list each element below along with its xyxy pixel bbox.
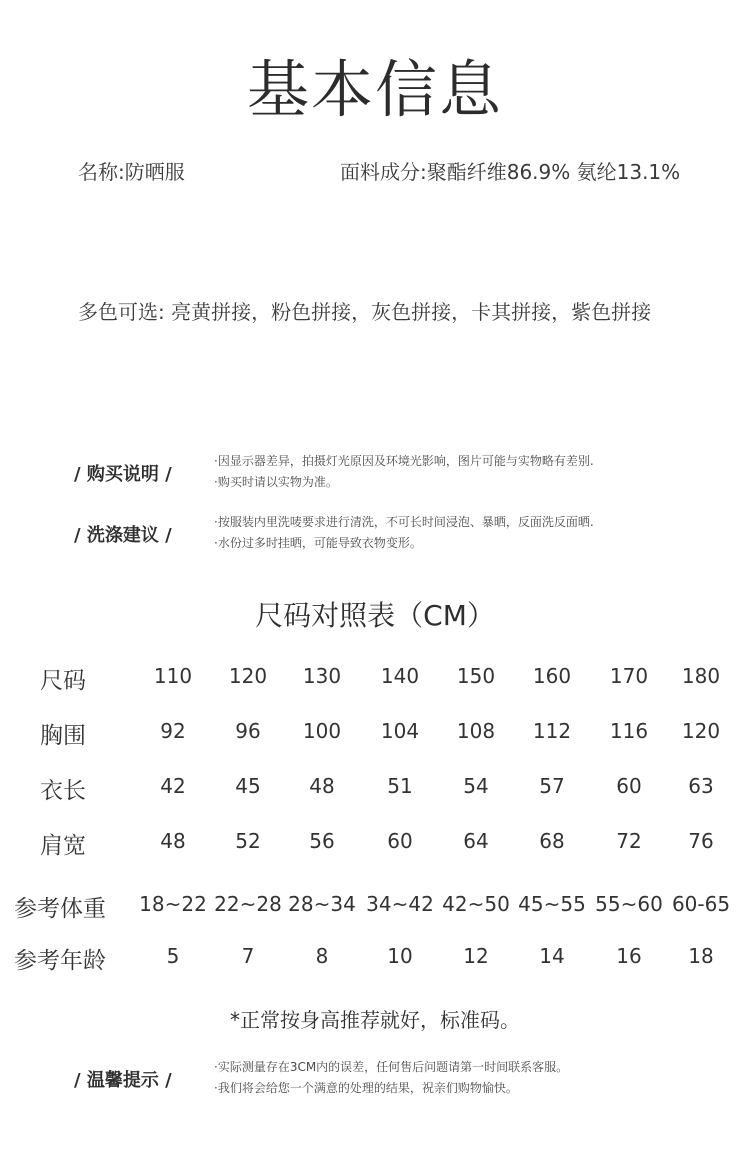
size-row-label: 衣长 — [40, 778, 86, 804]
size-cell: 18~22 — [139, 892, 207, 916]
size-row-label: 胸围 — [40, 723, 86, 749]
size-cell: 56 — [309, 829, 335, 853]
wash-note-title: / 洗涤建议 / — [74, 525, 172, 546]
size-cell: 60 — [387, 829, 413, 853]
size-cell: 170 — [609, 664, 649, 688]
size-cell: 45~55 — [518, 892, 586, 916]
size-cell: 120 — [681, 719, 721, 743]
size-row-label: 肩宽 — [40, 833, 86, 859]
size-cell: 55~60 — [595, 892, 663, 916]
size-row-label: 参考年龄 — [14, 948, 106, 974]
purchase-note-line: ·因显示器差异，拍摄灯光原因及环境光影响，图片可能与实物略有差别. — [214, 454, 594, 468]
size-cell: 63 — [688, 774, 714, 798]
purchase-note-text — [214, 451, 594, 493]
size-cell: 14 — [539, 944, 565, 968]
wash-note-line: ·按服装内里洗唛要求进行清洗，不可长时间浸泡、暴晒，反面洗反面晒. — [214, 515, 594, 529]
size-cell: 72 — [616, 829, 642, 853]
page-title: 基本信息 — [246, 53, 503, 126]
size-cell: 60-65 — [671, 892, 731, 916]
size-row-label: 参考体重 — [14, 896, 106, 922]
tips-note-text — [214, 1057, 568, 1099]
size-cell: 45 — [235, 774, 261, 798]
size-cell: 18 — [688, 944, 714, 968]
size-cell: 52 — [235, 829, 261, 853]
size-cell: 64 — [463, 829, 489, 853]
size-cell: 12 — [463, 944, 489, 968]
size-cell: 28~34 — [288, 892, 356, 916]
wash-note-line: ·水份过多时挂晒，可能导致衣物变形。 — [214, 536, 422, 550]
size-cell: 120 — [228, 664, 268, 688]
size-cell: 10 — [387, 944, 413, 968]
size-cell: 51 — [387, 774, 413, 798]
size-cell: 110 — [153, 664, 193, 688]
size-cell: 42 — [160, 774, 186, 798]
tips-note-line: ·实际测量存在3CM内的误差，任何售后问题请第一时间联系客服。 — [214, 1060, 569, 1074]
fabric-composition: 面料成分:聚酯纤维86.9% 氨纶13.1% — [340, 160, 681, 184]
tips-note-title: / 温馨提示 / — [74, 1070, 172, 1091]
size-row-label: 尺码 — [40, 668, 86, 694]
size-cell: 150 — [456, 664, 496, 688]
size-cell: 57 — [539, 774, 565, 798]
size-cell: 42~50 — [442, 892, 510, 916]
product-name: 名称:防晒服 — [78, 160, 185, 184]
size-cell: 22~28 — [214, 892, 282, 916]
size-cell: 76 — [688, 829, 714, 853]
purchase-note-line: ·购买时请以实物为准。 — [214, 475, 338, 489]
size-cell: 112 — [532, 719, 572, 743]
purchase-note-title: / 购买说明 / — [74, 464, 172, 485]
size-cell: 8 — [315, 944, 329, 968]
size-cell: 60 — [616, 774, 642, 798]
size-cell: 180 — [681, 664, 721, 688]
size-cell: 104 — [380, 719, 420, 743]
size-cell: 100 — [302, 719, 342, 743]
size-cell: 160 — [532, 664, 572, 688]
size-cell: 54 — [463, 774, 489, 798]
tips-note-line: ·我们将会给您一个满意的处理的结果，祝亲们购物愉快。 — [214, 1081, 518, 1095]
wash-note-text — [214, 512, 594, 554]
size-cell: 96 — [235, 719, 261, 743]
size-cell: 92 — [160, 719, 186, 743]
size-table-title: 尺码对照表（CM） — [255, 599, 495, 632]
size-cell: 5 — [166, 944, 180, 968]
size-cell: 108 — [456, 719, 496, 743]
size-cell: 48 — [160, 829, 186, 853]
size-cell: 48 — [309, 774, 335, 798]
size-cell: 116 — [609, 719, 649, 743]
size-cell: 140 — [380, 664, 420, 688]
size-cell: 7 — [241, 944, 255, 968]
size-cell: 34~42 — [366, 892, 434, 916]
size-footnote: *正常按身高推荐就好，标准码。 — [230, 1008, 520, 1032]
size-cell: 130 — [302, 664, 342, 688]
color-options: 多色可选: 亮黄拼接，粉色拼接，灰色拼接，卡其拼接，紫色拼接 — [78, 300, 652, 324]
size-cell: 68 — [539, 829, 565, 853]
size-cell: 16 — [616, 944, 642, 968]
